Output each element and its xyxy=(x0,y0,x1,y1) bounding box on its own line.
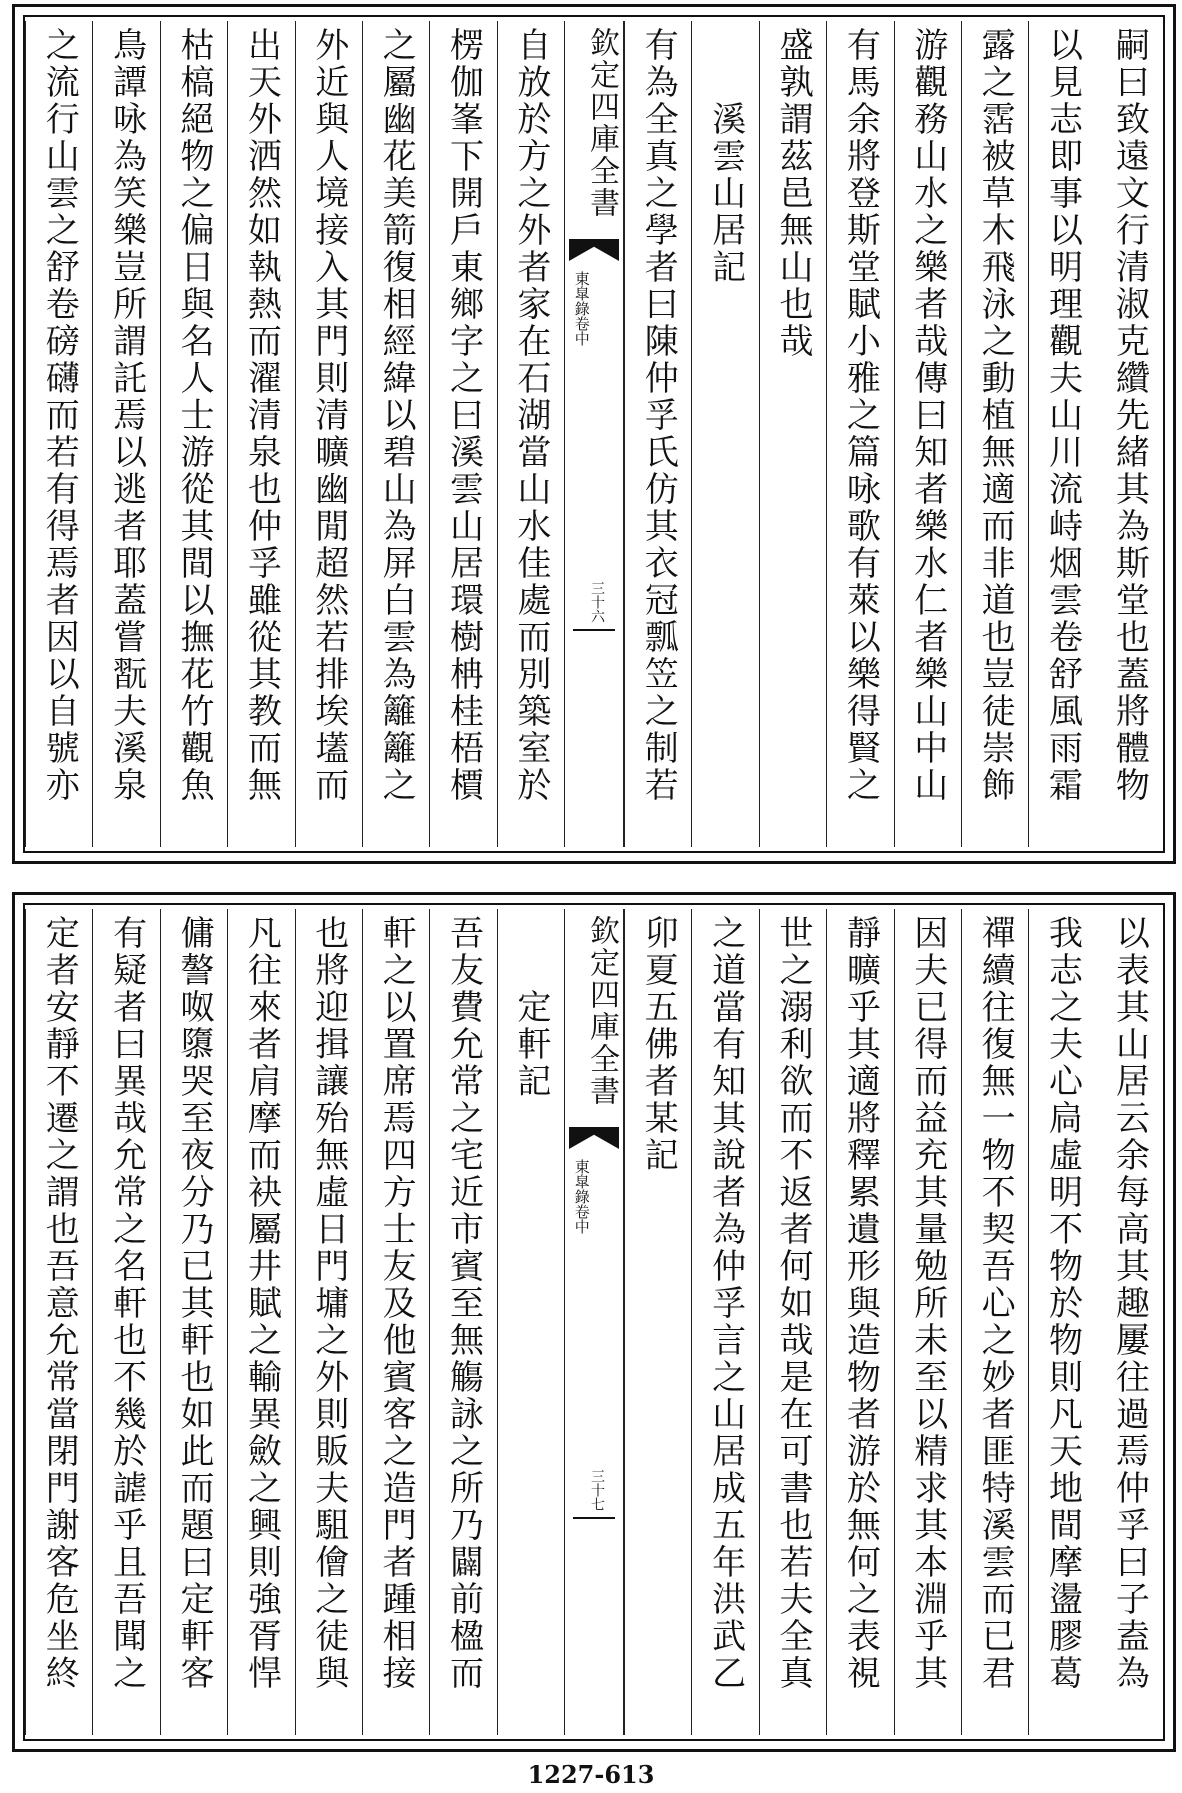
text-column: 游觀務山水之樂者哉傳曰知者樂水仁者樂山中山 xyxy=(894,21,961,847)
page-number-rule xyxy=(573,1517,615,1519)
text-column: 自放於方之外者家在石湖當山水佳處而別築室於 xyxy=(497,21,564,847)
fishtail-mark xyxy=(569,239,619,261)
page-number: 三十七 xyxy=(589,1469,605,1511)
volume-meta: 東皐錄卷中 xyxy=(572,1159,591,1234)
book-title: 欽定四庫全書 xyxy=(584,27,619,219)
text-column: 外近與人境接入其門則清曠幽閒超然若排埃壒而 xyxy=(295,21,362,847)
top-page-frame xyxy=(23,15,1165,853)
text-column: 定者安靜不遷之謂也吾意允常當閉門謝客危坐終 xyxy=(25,909,92,1735)
fishtail-mark xyxy=(569,1127,619,1149)
top-page xyxy=(12,4,1176,864)
volume-meta: 東皐錄卷中 xyxy=(572,271,591,346)
book-title: 欽定四庫全書 xyxy=(584,915,619,1107)
page-number-rule xyxy=(573,629,615,631)
text-column: 有疑者曰異哉允常之名軒也不幾於謔乎且吾聞之 xyxy=(92,909,159,1735)
text-column: 傭謷呶隳哭至夜分乃已其軒也如此而題曰定軒客 xyxy=(160,909,227,1735)
text-column: 世之溺利欲而不返者何如哉是在可書也若夫全真 xyxy=(759,909,826,1735)
bottom-page xyxy=(12,892,1176,1752)
text-column: 嗣曰致遠文行清淑克纘先緒其為斯堂也蓋將體物 xyxy=(1109,27,1150,804)
text-column: 禪續往復無一物不契吾心之妙者匪特溪雲而已君 xyxy=(961,909,1028,1735)
page-number: 三十六 xyxy=(589,581,605,623)
text-column: 我志之夫心扃虛明不物於物則凡天地間摩盪膠葛 xyxy=(1028,909,1095,1735)
center-fold xyxy=(564,21,624,847)
text-column: 卯夏五佛者某記 xyxy=(624,909,691,1735)
text-column: 因夫已得而益充其量勉所未至以精求其本淵乎其 xyxy=(894,909,961,1735)
text-column: 吾友費允常之宅近市賓至無觴詠之所乃闢前楹而 xyxy=(429,909,496,1735)
text-column: 有馬余將登斯堂賦小雅之篇咏歌有萊以樂得賢之 xyxy=(826,21,893,847)
bottom-page-frame xyxy=(23,903,1165,1741)
page-footer-number: 1227-613 xyxy=(527,1760,655,1789)
text-column: 楞伽峯下開戶東鄉字之曰溪雲山居環樹柟桂梧檟 xyxy=(429,21,496,847)
center-fold xyxy=(564,909,624,1735)
section-title: 定軒記 xyxy=(497,909,564,1735)
text-column: 凡往來者肩摩而袂屬井賦之輸異斂之興則強胥悍 xyxy=(227,909,294,1735)
text-column: 出天外洒然如執熱而濯清泉也仲孚雖從其教而無 xyxy=(227,21,294,847)
text-column: 之屬幽花美箭復相經緯以碧山為屏白雲為籬籬之 xyxy=(362,21,429,847)
text-column: 以見志即事以明理觀夫山川流峙烟雲卷舒風雨霜 xyxy=(1028,21,1095,847)
text-column: 盛孰謂茲邑無山也哉 xyxy=(759,21,826,847)
text-column: 枯槁絕物之偏日與名人士游從其間以撫花竹觀魚 xyxy=(160,21,227,847)
text-column: 鳥譚咏為笑樂豈所謂託焉以逃者耶蓋嘗翫夫溪泉 xyxy=(92,21,159,847)
text-column: 靜曠乎其適將釋累遺形與造物者游於無何之表視 xyxy=(826,909,893,1735)
text-column: 之道當有知其說者為仲孚言之山居成五年洪武乙 xyxy=(691,909,758,1735)
text-column: 露之霑被草木飛泳之動植無適而非道也豈徒崇飾 xyxy=(961,21,1028,847)
text-column: 有為全真之學者曰陳仲孚氏仿其衣冠瓢笠之制若 xyxy=(624,21,691,847)
text-column: 軒之以置席焉四方士友及他賓客之造門者踵相接 xyxy=(362,909,429,1735)
section-title: 溪雲山居記 xyxy=(691,21,758,847)
text-column: 以表其山居云余每高其趣屢往過焉仲孚曰子盍為 xyxy=(1109,915,1150,1692)
text-column: 之流行山雲之舒卷磅礴而若有得焉者因以自號亦 xyxy=(25,21,92,847)
text-column: 也將迎揖讓殆無虛日門墉之外則販夫駔儈之徒與 xyxy=(295,909,362,1735)
